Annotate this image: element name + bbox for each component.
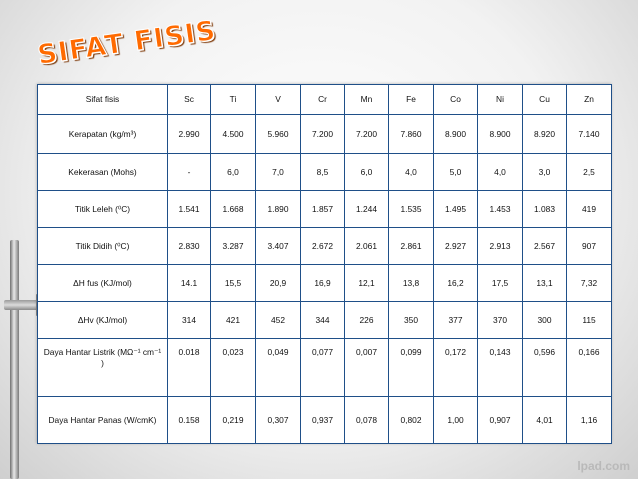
value-cell: 12,1	[345, 265, 389, 302]
value-cell: 907	[567, 228, 612, 265]
header-element-cell: Fe	[389, 85, 434, 115]
value-cell: 3,0	[523, 154, 567, 191]
value-cell: 115	[567, 302, 612, 339]
value-cell: 20,9	[256, 265, 301, 302]
value-cell: 0,007	[345, 339, 389, 397]
value-cell: 15,5	[211, 265, 256, 302]
value-cell: 0,049	[256, 339, 301, 397]
value-cell: 0,143	[478, 339, 523, 397]
value-cell: 4,0	[389, 154, 434, 191]
value-cell: 0,166	[567, 339, 612, 397]
table-row	[38, 302, 612, 339]
value-cell: 8.920	[523, 115, 567, 154]
value-cell: 3.407	[256, 228, 301, 265]
header-property-cell: Sifat fisis	[38, 85, 168, 115]
value-cell: 4.500	[211, 115, 256, 154]
property-label-cell: Daya Hantar Listrik (MΩ⁻¹ cm⁻¹ )	[38, 339, 168, 397]
value-cell: 344	[301, 302, 345, 339]
watermark: lpad.com	[577, 459, 630, 473]
value-cell: 300	[523, 302, 567, 339]
property-label-cell: ΔHv (KJ/mol)	[38, 302, 168, 339]
table-row	[38, 265, 612, 302]
value-cell: 1,16	[567, 397, 612, 444]
value-cell: 0,937	[301, 397, 345, 444]
value-cell: 0,307	[256, 397, 301, 444]
property-label-cell: Daya Hantar Panas (W/cmK)	[38, 397, 168, 444]
value-cell: 6,0	[211, 154, 256, 191]
value-cell: 0,596	[523, 339, 567, 397]
table-row	[38, 191, 612, 228]
header-element-cell: Ti	[211, 85, 256, 115]
table-row	[38, 154, 612, 191]
value-cell: 1.495	[434, 191, 478, 228]
value-cell: 2.672	[301, 228, 345, 265]
header-element-cell: Cu	[523, 85, 567, 115]
value-cell: 1.668	[211, 191, 256, 228]
properties-table	[37, 84, 612, 444]
value-cell: 1.890	[256, 191, 301, 228]
value-cell: 1.541	[168, 191, 211, 228]
value-cell: 6,0	[345, 154, 389, 191]
value-cell: 5.960	[256, 115, 301, 154]
value-cell: 370	[478, 302, 523, 339]
value-cell: 7.200	[301, 115, 345, 154]
value-cell: 5,0	[434, 154, 478, 191]
value-cell: 4,01	[523, 397, 567, 444]
value-cell: 0,172	[434, 339, 478, 397]
value-cell: 1.535	[389, 191, 434, 228]
property-label-cell: Kekerasan (Mohs)	[38, 154, 168, 191]
table-row	[38, 397, 612, 444]
value-cell: 2,5	[567, 154, 612, 191]
value-cell: 7.860	[389, 115, 434, 154]
value-cell: 0.158	[168, 397, 211, 444]
value-cell: 8.900	[434, 115, 478, 154]
value-cell: 421	[211, 302, 256, 339]
value-cell: 0,099	[389, 339, 434, 397]
header-element-cell: Mn	[345, 85, 389, 115]
header-element-cell: V	[256, 85, 301, 115]
table-row	[38, 339, 612, 397]
lab-stand-rod	[10, 240, 19, 479]
value-cell: 17,5	[478, 265, 523, 302]
value-cell: 4,0	[478, 154, 523, 191]
value-cell: 0,219	[211, 397, 256, 444]
property-label-cell: Titik Didih (⁰C)	[38, 228, 168, 265]
table-row	[38, 228, 612, 265]
value-cell: 7.200	[345, 115, 389, 154]
header-element-cell: Ni	[478, 85, 523, 115]
value-cell: -	[168, 154, 211, 191]
value-cell: 2.061	[345, 228, 389, 265]
value-cell: 0,907	[478, 397, 523, 444]
table-header-row	[38, 85, 612, 115]
value-cell: 2.990	[168, 115, 211, 154]
value-cell: 2.861	[389, 228, 434, 265]
value-cell: 1,00	[434, 397, 478, 444]
value-cell: 2.830	[168, 228, 211, 265]
value-cell: 226	[345, 302, 389, 339]
value-cell: 13,1	[523, 265, 567, 302]
value-cell: 1.453	[478, 191, 523, 228]
header-element-cell: Zn	[567, 85, 612, 115]
property-label-cell: Titik Leleh (⁰C)	[38, 191, 168, 228]
header-element-cell: Cr	[301, 85, 345, 115]
value-cell: 2.927	[434, 228, 478, 265]
value-cell: 7,0	[256, 154, 301, 191]
value-cell: 7,32	[567, 265, 612, 302]
property-label-cell: Kerapatan (kg/m³)	[38, 115, 168, 154]
value-cell: 16,2	[434, 265, 478, 302]
value-cell: 452	[256, 302, 301, 339]
value-cell: 1.244	[345, 191, 389, 228]
value-cell: 2.567	[523, 228, 567, 265]
value-cell: 3.287	[211, 228, 256, 265]
value-cell: 7.140	[567, 115, 612, 154]
properties-table-container	[37, 84, 611, 443]
value-cell: 0,077	[301, 339, 345, 397]
slide-title: SIFAT FISIS	[35, 15, 219, 71]
value-cell: 0,802	[389, 397, 434, 444]
value-cell: 419	[567, 191, 612, 228]
value-cell: 2.913	[478, 228, 523, 265]
property-label-cell: ΔH fus (KJ/mol)	[38, 265, 168, 302]
value-cell: 14.1	[168, 265, 211, 302]
value-cell: 8,5	[301, 154, 345, 191]
value-cell: 0.018	[168, 339, 211, 397]
table-row	[38, 115, 612, 154]
value-cell: 16,9	[301, 265, 345, 302]
value-cell: 314	[168, 302, 211, 339]
value-cell: 0,078	[345, 397, 389, 444]
value-cell: 1.083	[523, 191, 567, 228]
value-cell: 8.900	[478, 115, 523, 154]
header-element-cell: Sc	[168, 85, 211, 115]
value-cell: 1.857	[301, 191, 345, 228]
value-cell: 13,8	[389, 265, 434, 302]
value-cell: 350	[389, 302, 434, 339]
value-cell: 377	[434, 302, 478, 339]
value-cell: 0,023	[211, 339, 256, 397]
header-element-cell: Co	[434, 85, 478, 115]
